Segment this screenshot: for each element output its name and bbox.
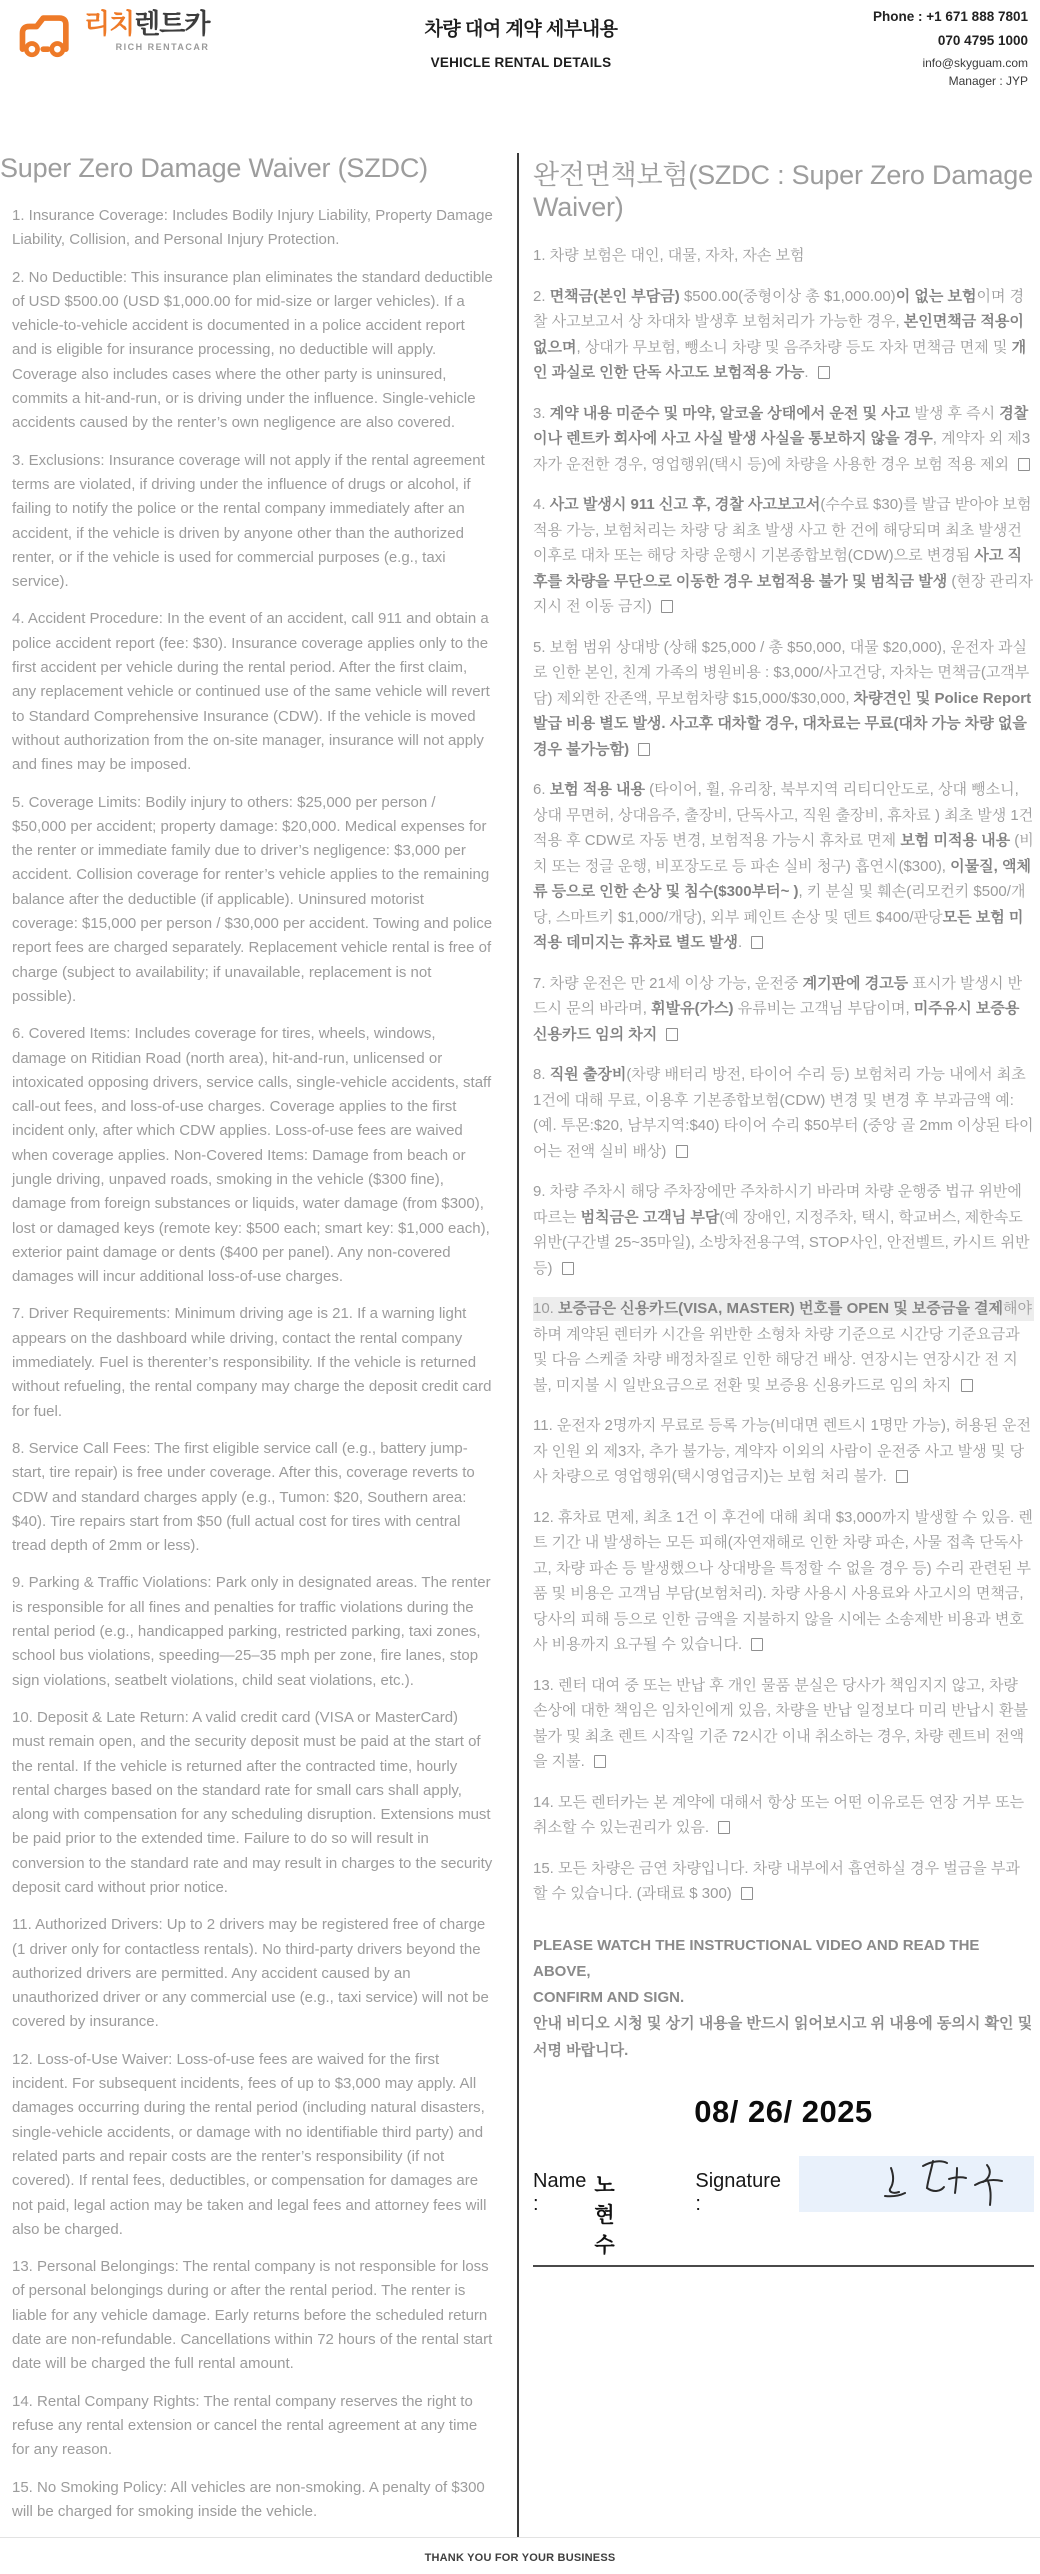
contract-body — [0, 153, 1040, 2537]
confirmation-en-line2: CONFIRM AND SIGN. — [533, 1989, 685, 2006]
car-icon — [14, 10, 80, 65]
policy-paragraph-en: 6. Covered Items: Includes coverage for tires, wheels, windows, damage on Ritidian Road (north area), hit-and-run, unlicensed or intoxicated opposing drivers, service calls, single-vehicle accidents, staff call-out fees, and loss-of-use charges. Coverage applies to the first incident only, after which CDW applies. Loss-of-use fees are waived when coverage applies. Non-Covered Items: Damage from beach or jungle driving, unpaved roads, smoking in the vehicle ($300 fine), damage from foreign substances or liquids, water damage (from $300), lost or damaged keys (remote key: $500 each; smart key: $1,000 each), exterior paint damage or dents ($400 per panel). Any non-covered damages will incur additional loss-of-use charges. — [12, 1025, 492, 1286]
page-header — [0, 0, 1040, 93]
contract-date: 08/ 26/ 2025 — [694, 2093, 873, 2129]
name-label: Name : — [533, 2169, 587, 2215]
policy-paragraph-ko: 6. 보험 적용 내용 (타이어, 휠, 유리창, 북부지역 리티디안도로, 상대 뺑소니, 상대 무면허, 상대음주, 출장비, 단독사고, 직원 출장비, 휴차료 ) 최초 발생 1건 적용 후 CDW로 자동 변경, 보험적용 가능시 휴차료 면제 보험 미적용 내용 (비치 또는 정글 운행, 비포장도로 등 파손 실비 청구) 흡연시($300), 이물질, 액체류 등으로 인한 손상 및 침수($300부터~ ), 키 분실 및 훼손(리모컨키 $500/개당, 스마트키 $1,000/개당), 외부 페인트 손상 및 덴트 $400/판당모든 보험 미적용 데미지는 휴차료 별도 발생. — [533, 781, 1034, 951]
confirmation-notice — [533, 1933, 1034, 2064]
signature-pad[interactable] — [799, 2156, 1034, 2212]
checkbox-icon[interactable] — [751, 936, 763, 949]
checkbox-icon[interactable] — [741, 1887, 753, 1900]
policy-paragraph-ko: 13. 렌터 대여 중 또는 반납 후 개인 물품 분실은 당사가 책임지지 않고, 차량 손상에 대한 책임은 임차인에게 있음, 차량을 반납 일정보다 미리 반납시 환불 불가 및 최초 렌트 시작일 기준 72시간 이내 취소하는 경우, 차량 렌트비 전액을 지불. — [533, 1676, 1029, 1770]
english-section-heading: Super Zero Damage Waiver (SZDC) — [0, 153, 428, 183]
policy-paragraph-ko: 8. 직원 출장비(차량 배터리 방전, 타이어 수리 등) 보험처리 가능 내에서 최초 1건에 대해 무료, 이용후 기본종합보험(CDW) 변경 및 변경 후 부과금액 예: (예. 투몬:$20, 남부지역:$40) 타이어 수리 $50부터 (중앙 골 2mm 이상된 타이어는 전액 실비 배상) — [533, 1066, 1034, 1160]
confirmation-ko: 안내 비디오 시청 및 상기 내용을 반드시 읽어보시고 위 내용에 동의시 확인 및 서명 바랍니다. — [533, 2015, 1033, 2059]
checkbox-icon[interactable] — [751, 1638, 763, 1651]
confirmation-en-line1: PLEASE WATCH THE INSTRUCTIONAL VIDEO AND READ THE ABOVE, — [533, 1936, 980, 1980]
policy-paragraph-en: 4. Accident Procedure: In the event of an accident, call 911 and obtain a police accident report (fee: $30). Insurance coverage applies only to the first accident per vehicle during the rental period. After the first claim, any replacement vehicle or continued use of the same vehicle will revert to Standard Comprehensive Insurance (CDW). If the vehicle is moved without authorization from the on-site manager, insurance will not apply and fines may be imposed. — [12, 610, 490, 774]
policy-paragraph-ko: 14. 모든 렌터카는 본 계약에 대해서 항상 또는 어떤 이유로든 연장 거부 또는 취소할 수 있는권리가 있음. — [533, 1793, 1025, 1836]
policy-paragraph-en: 7. Driver Requirements: Minimum driving age is 21. If a warning light appears on the dashboard while driving, contact the rental company immediately. Fuel is therenter’s responsibility. If the vehicle is returned without refueling, the rental company may charge the deposit credit card for fuel. — [12, 1305, 492, 1420]
policy-paragraph-en: 11. Authorized Drivers: Up to 2 drivers may be registered free of charge (1 driver only for contactless rentals). No third-party drivers beyond the authorized drivers are permitted. Any accident caused by an unauthorized driver or any commercial use (e.g., taxi service) will not be covered by insurance. — [12, 1916, 489, 2031]
checkbox-icon[interactable] — [896, 1470, 908, 1483]
english-terms-list — [12, 204, 493, 2524]
policy-paragraph-en: 13. Personal Belongings: The rental company is not responsible for loss of personal belongings during or after the rental period. The renter is liable for any vehicle damage. Early returns before the scheduled return date are non-refundable. Cancellations within 72 hours of the rental start date will be charged the full rental amount. — [12, 2258, 493, 2373]
email-address: info@skyguam.com — [922, 56, 1028, 70]
manager-name: Manager : JYP — [948, 74, 1028, 88]
phone-number-1: Phone : +1 671 888 7801 — [873, 9, 1028, 24]
english-terms-column — [0, 153, 517, 2537]
policy-paragraph-ko: 10. 보증금은 신용카드(VISA, MASTER) 번호를 OPEN 및 보증금을 결제해야 하며 계약된 렌터카 시간을 위반한 소형차 차량 기준으로 시간당 기준요금과 및 다음 스케줄 차량 배정차질로 인한 해당건 배상. 연장시는 연장시간 전 지불, 미지불 시 일반요금으로 전환 및 보증용 신용카드로 임의 차지 — [533, 1296, 1034, 1398]
checkbox-icon[interactable] — [661, 600, 673, 613]
policy-paragraph-ko: 3. 계약 내용 미준수 및 마약, 알코올 상태에서 운전 및 사고 발생 후 즉시 경찰이나 렌트카 회사에 사고 사실 발생 사실을 통보하지 않을 경우, 계약자 외 제3자가 운전한 경우, 영업행위(택시 등)에 차량을 사용한 경우 보험 적용 제외 — [533, 404, 1031, 473]
logo-subtitle: RICH RENTACAR — [115, 41, 210, 52]
policy-paragraph-en: 15. No Smoking Policy: All vehicles are non-smoking. A penalty of $300 will be charged for smoking inside the vehicle. — [12, 2478, 485, 2520]
company-logo — [14, 10, 324, 65]
policy-paragraph-en: 5. Coverage Limits: Bodily injury to others: $25,000 per person / $50,000 per accident; property damage: $20,000. Medical expenses for the renter or immediate family due to driver’s negligence: $3,000 per accident. Collision coverage for renter’s vehicle applies to the remaining balance after the deductible (if applicable). Uninsured motorist coverage: $15,000 per person / $30,000 per accident. Towing and police report fees are charged separately. Replacement vehicle rental is free of charge (subject to availability; if unavailable, replacement is not possible). — [12, 793, 493, 1005]
signature-row — [533, 2156, 1034, 2267]
policy-paragraph-ko: 9. 차량 주차시 해당 주차장에만 주차하시기 바라며 차량 운행중 법규 위반에 따르는 범칙금은 고객님 부담(예 장애인, 지정주차, 택시, 학교버스, 제한속도위반(구간별 25~35마일), 소방차전용구역, STOP사인, 안전벨트, 카시트 위반 등) — [533, 1183, 1030, 1277]
policy-paragraph-ko: 12. 휴차료 면제, 최초 1건 이 후건에 대해 최대 $3,000까지 발생할 수 있음. 렌트 기간 내 발생하는 모든 피해(자연재해로 인한 차량 파손, 사물 접촉 단독사고, 차량 파손 등 발생했으나 상대방을 특정할 수 없을 경우 등) 수리 관련된 부품 및 비용은 고객님 부담(보험처리). 차량 사용시 사용료와 사고시의 면책금, 당사의 피해 등으로 인한 금액을 지불하지 않을 시에는 소송제반 비용과 변호사 비용까지 요구될 수 있습니다. — [533, 1508, 1033, 1653]
policy-paragraph-ko: 4. 사고 발생시 911 신고 후, 경찰 사고보고서(수수료 $30)를 발급 받아야 보험 적용 가능, 보험처리는 차량 당 최초 발생 사고 한 건에 해당되며 최초 발생건 이후로 대차 또는 해당 차량 운행시 기본종합보험(CDW)으로 변경됨 사고 직후를 차량을 무단으로 이동한 경우 보험적용 불가 및 범칙금 발생 (현장 관리자 지시 전 이동 금지) — [533, 496, 1034, 615]
handwritten-signature-icon — [799, 2156, 1034, 2212]
title-korean: 차량 대여 계약 세부내용 — [424, 19, 618, 40]
policy-paragraph-en: 1. Insurance Coverage: Includes Bodily Injury Liability, Property Damage Liability, Collision, and Personal Injury Protection. — [12, 207, 493, 249]
checkbox-icon[interactable] — [562, 1262, 574, 1275]
page-footer — [0, 2537, 1040, 2574]
korean-section-heading: 완전면책보험(SZDC : Super Zero Damage Waiver) — [533, 160, 1033, 222]
policy-paragraph-en: 2. No Deductible: This insurance plan eliminates the standard deductible of USD $500.00 (USD $1,000.00 for mid-size or larger vehicles). If a vehicle-to-vehicle accident is documented in a police accident report and is eligible for insurance processing, no deductible will apply. Coverage also includes cases where the other party is uninsured, commits a hit-and-run, or is driving under the influence. Single-vehicle accidents caused by the renter’s own negligence are also covered. — [12, 268, 493, 432]
logo-korean-name: 리치렌트카 — [84, 9, 210, 39]
policy-paragraph-ko: 5. 보험 범위 상대방 (상해 $25,000 / 총 $50,000, 대물 $20,000), 운전자 과실로 인한 본인, 친계 가족의 병원비용 : $3,000/사고건당, 자차는 면책금(고객부담) 제외한 잔존액, 무보험차량 $15,000/$30,000, 차량견인 및 Police Report 발급 비용 별도 발생. 사고후 대차할 경우, 대차료는 무료(대차 가능 차량 없을 경우 불가능함) — [533, 638, 1032, 758]
policy-paragraph-ko: 7. 차량 운전은 만 21세 이상 가능, 운전중 계기판에 경고등 표시가 발생시 반드시 문의 바라며, 휘발유(가스) 유류비는 고객님 부담이며, 미주유시 보증용 신용카드 임의 차지 — [533, 974, 1023, 1043]
document-title — [324, 10, 718, 70]
policy-paragraph-ko: 2. 면책금(본인 부담금) $500.00(중형이상 총 $1,000.00)이 없는 보험이며 경찰 사고보고서 상 차대차 발생후 보험처리가 가능한 경우, 본인면책금 적용이 없으며, 상대가 무보험, 뺑소니 차량 및 음주차량 등도 자차 면책금 면제 및 개인 과실로 인한 단독 사고도 보험적용 가능. — [533, 287, 1027, 381]
korean-terms-list — [533, 243, 1034, 1907]
checkbox-icon[interactable] — [676, 1145, 688, 1158]
title-english: VEHICLE RENTAL DETAILS — [430, 55, 612, 70]
policy-paragraph-en: 9. Parking & Traffic Violations: Park only in designated areas. The renter is responsible for all fines and penalties for traffic violations during the rental period (e.g., handicapped parking, restricted parking, taxi zones, school bus violations, speeding—25–35 mph per zone, fire lanes, stop sign violations, seatbelt violations, child seat violations, etc.). — [12, 1574, 491, 1689]
checkbox-icon[interactable] — [818, 366, 830, 379]
signature-label: Signature : — [695, 2169, 781, 2215]
checkbox-icon[interactable] — [666, 1028, 678, 1041]
policy-paragraph-en: 10. Deposit & Late Return: A valid credit card (VISA or MasterCard) must remain open, and the security deposit must be paid at the start of the rental. If the vehicle is returned after the contracted time, hourly rental charges based on the standard rate for small cars shall apply, along with compensation for any scheduling disruption. Extensions must be paid prior to the extended time. Failure to do so will result in conversion to the standard rate and may result in charges to the security deposit card without prior notice. — [12, 1708, 493, 1896]
contact-info — [718, 10, 1028, 93]
policy-paragraph-ko: 1. 차량 보험은 대인, 대물, 자차, 자손 보험 — [533, 247, 805, 264]
korean-terms-column — [517, 153, 1040, 2537]
policy-paragraph-en: 3. Exclusions: Insurance coverage will not apply if the rental agreement terms are violated, if driving under the influence of drugs or alcohol, if failing to notify the police or the rental company immediately after an accident, if the vehicle is driven by anyone other than the authorized renter, or if the vehicle is used for commercial purposes (e.g., taxi service). — [12, 451, 485, 591]
thank-you-message: THANK YOU FOR YOUR BUSINESS — [424, 2552, 616, 2565]
checkbox-icon[interactable] — [718, 1821, 730, 1834]
phone-number-2: 070 4795 1000 — [937, 32, 1028, 48]
policy-paragraph-en: 8. Service Call Fees: The first eligible service call (e.g., battery jump-start, tire repair) is free under coverage. After this, coverage reverts to CDW and standard charges apply (e.g., Tumon: $20, Southern area: $40). Tire repairs start from $50 (full actual cost for tires with central tread depth of 2mm or less). — [12, 1439, 475, 1555]
checkbox-icon[interactable] — [638, 743, 650, 756]
policy-paragraph-ko: 15. 모든 차량은 금연 차량입니다. 차량 내부에서 흡연하실 경우 벌금을 부과할 수 있습니다. (과태료 $ 300) — [533, 1859, 1020, 1902]
logo-text — [84, 10, 209, 52]
checkbox-icon[interactable] — [594, 1755, 606, 1768]
policy-paragraph-en: 14. Rental Company Rights: The rental company reserves the right to refuse any rental extension or cancel the rental agreement at any time for any reason. — [12, 2392, 478, 2459]
checkbox-icon[interactable] — [961, 1379, 973, 1392]
policy-paragraph-ko: 11. 운전자 2명까지 무료로 등록 가능(비대면 렌트시 1명만 가능), 허용된 운전자 인원 외 제3자, 추가 불가능, 계약자 이외의 사람이 운전중 사고 발생 및 당사 차량으로 영업행위(택시영업금지)는 보험 처리 불가. — [533, 1417, 1031, 1485]
policy-paragraph-en: 12. Loss-of-Use Waiver: Loss-of-use fees are waived for the first incident. For subsequent incidents, fees of up to $3,000 may apply. All damages occurring during the rental period (including natural disasters, single-vehicle accidents, or damage with no identifiable third party) and related parts and repair costs are the renter’s responsibility (if not covered). If rental fees, deductibles, or compensation for damages are not paid, legal action may be taken and legal fees and attorney fees will also be charged. — [12, 2050, 487, 2238]
renter-name: 노현수 — [594, 2173, 615, 2257]
checkbox-icon[interactable] — [1018, 458, 1030, 471]
